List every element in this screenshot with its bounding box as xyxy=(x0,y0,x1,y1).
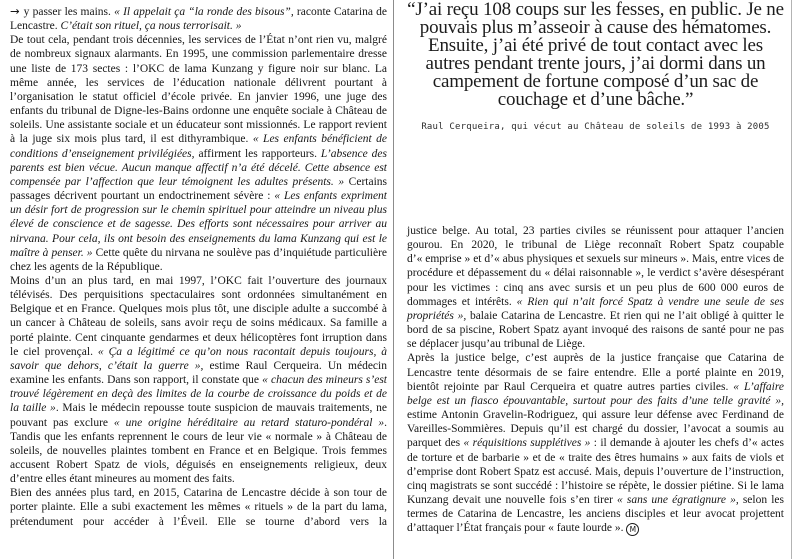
text-run: Après la justice belge, c’est auprès de la justice française que Catarina de Lencastre tente désormais de se faire entendre. Elle a porté plainte en 2019, bientôt rejointe par Raul Cerqueira et quatre autres parties civiles. xyxy=(407,352,784,393)
continuation-arrow-icon: → xyxy=(10,4,24,18)
text-run: « sans une égratignure », xyxy=(617,493,743,506)
right-column xyxy=(407,0,784,559)
text-run: : il demande à ajouter les chefs d’« actes de torture et de barbarie » et de « traite des êtres humains » aux faits de viols et d’emprise dont Robert Spatz est accusé. Mais, depuis l’ouverture de l’instruction, cinq magistrats se sont succédé : l’histoire se répète, le dossier piétine. Si le lama Kunzang devait une nouvelle fois s’en tirer xyxy=(407,437,784,506)
text-run: « réquisitions supplétives » xyxy=(463,437,591,450)
paragraph xyxy=(10,33,387,274)
right-column-body xyxy=(407,224,784,536)
text-run: « Les enfants bénéficient de conditions d’enseignement privilégiées, xyxy=(10,133,387,160)
text-run: affirment les rapporteurs. xyxy=(198,147,321,160)
page-edge-rule xyxy=(791,0,792,559)
pull-quote-attribution: Raul Cerqueira, qui vécut au Château de soleils de 1993 à 2005 xyxy=(421,122,770,132)
text-run: C’était son rituel, ça nous terrorisait. » xyxy=(60,20,242,33)
paragraph xyxy=(407,224,784,351)
text-run: . Mais le médecin repousse toute suspicion de mauvais traitements, ne pouvant pas exclure xyxy=(10,402,387,429)
text-run: Moins d’un an plus tard, en mai 1997, l’OKC fait l’ouverture des journaux télévisés. Des perquisitions spectaculaires sont ordonnées simultanément en Belgique et en France. Quelques mois plus tôt, une disciple adulte a succombé à un cancer à Château de soleils, sans avoir reçu de soins médicaux. Sa famille a porté plainte. Cent cinquante gendarmes et deux hélicoptères font irruption dans le ciel provençal. xyxy=(10,274,387,358)
text-run: raconte Catarina de Lencastre. xyxy=(10,6,387,33)
text-run: Bien des années plus tard, en 2015, Catarina de Lencastre décide à son tour de porter plainte. Elle a subi exactement les mêmes « rituels » de la part du lama, prétendument pour accéder à l’Éveil. Elle se tourne d’abord vers la xyxy=(10,487,387,528)
pull-quote: “J’ai reçu 108 coups sur les fesses, en public. Je ne pouvais plus m’asseoir à cause des hématomes. Ensuite, j’ai été privé de tout contact avec les autres pendant trente jours, j’ai dormi dans un campement de fortune composé d’un sac de couchage et d’une bâche.” xyxy=(407,0,784,110)
text-run: « chacun des mineurs s’est trouvé légèrement en deçà des limites de la courbe de croissance du poids et de la taille » xyxy=(10,374,387,415)
paragraph xyxy=(10,274,387,486)
left-column xyxy=(10,4,387,557)
text-run: justice belge. Au total, 23 parties civiles se réunissent pour attaquer l’ancien gourou. En 2020, le tribunal de Liège reconnaît Robert Spatz coupable d’« emprise » et d’« abus physiques et sexuels sur mineurs ». Mais, entre vices de procédure et dépassement du « délai raisonnable », le verdict s’avère désespérant pour les victimes : cinq ans avec sursis et un peu plus de 600 000 euros de dommages et intérêts. xyxy=(407,225,784,308)
text-run: « une origine héréditaire au retard staturo-pondéral » xyxy=(113,416,385,429)
text-run: estime Raul Cerqueira. Un médecin examine les enfants. Dans son rapport, il constate que xyxy=(10,359,387,387)
text-run: . Tandis que les enfants reprennent le cours de leur vie « normale » à Château de soleils, de nouvelles plaintes tombent en France et en Belgique. Trois femmes accusent Robert Spatz de viols, déguisés en enseignements religieux, deux d’entre elles étant mineures au moment des faits. xyxy=(10,416,387,486)
text-run: « Les enfants expriment un désir fort de progression sur le chemin spirituel pour atteindre un niveau plus élevé de conscience et de sagesse. Des efforts sont nécessaires pour arriver au nirvana. Pour cela, ils ont besoin des enseignements du lama Kunzang qui est le maître à penser. » xyxy=(10,190,387,259)
text-run: balaie Catarina de Lencastre. Et rien qui ne l’ait obligé à quitter le bord de sa piscine, Robert Spatz ayant invoqué des raisons de santé pour ne pas se déplacer jusqu’au tribunal de Liège. xyxy=(407,309,784,351)
text-run: y passer les mains. xyxy=(23,6,115,18)
column-divider xyxy=(393,0,394,559)
text-run: « Ça a légitimé ce qu’on nous racontait depuis toujours, à savoir que dehors, c’était la guerre », xyxy=(10,345,387,372)
text-run: « Il appelait ça “la ronde des bisous”, xyxy=(114,6,297,18)
text-run: Cette quête du nirvana ne soulève pas d’inquiétude particulière chez les agents de la République. xyxy=(10,246,387,273)
text-run: estime Antonin Gravelin-Rodriguez, qui assure leur défense avec Ferdinand de Vareilles-Sommières. Depuis qu’il est chargé du dossier, l’avocat a soumis au parquet des xyxy=(407,409,784,450)
text-run: « Rien qui n’ait forcé Spatz à vendre une seule de ses propriétés », xyxy=(407,295,784,322)
text-run: L’absence des parents est bien vécue. Aucun manque affectif n’a été décelé. Cette absence est compensée par l’affection que leur témoignent les adultes présents. » xyxy=(10,147,387,188)
paragraph xyxy=(407,351,784,536)
end-of-article-mark: M xyxy=(626,523,639,536)
paragraph xyxy=(10,486,387,528)
text-run: De tout cela, pendant trois décennies, les services de l’État n’ont rien vu, malgré de nombreux signaux alarmants. En 1995, une commission parlementaire dresse une liste de 173 sectes : l’OKC de lama Kunzang y figure noir sur blanc. La même année, les services de l’éducation nationale délivrent pourtant à l’organisation le statut officiel d’école privée. En janvier 1996, une juge des enfants du tribunal de Digne-les-Bains ordonne une enquête sociale à Château de soleils. Une assistante sociale et un éducateur sont missionnés. Le rapport revient à la juge six mois plus tard, il est dithyrambique. xyxy=(10,34,387,146)
text-run: selon les termes de Catarina de Lencastre, les anciens disciples et leur avocat projettent d’attaquer l’État français pour « faute lourde ». xyxy=(407,493,784,535)
text-run: « L’affaire belge est un fiasco épouvantable, surtout pour des faits d’une telle gravité », xyxy=(407,380,784,407)
text-run: Certains passages décrivent pourtant un endoctrinement sévère : xyxy=(10,175,387,203)
paragraph xyxy=(10,4,387,33)
